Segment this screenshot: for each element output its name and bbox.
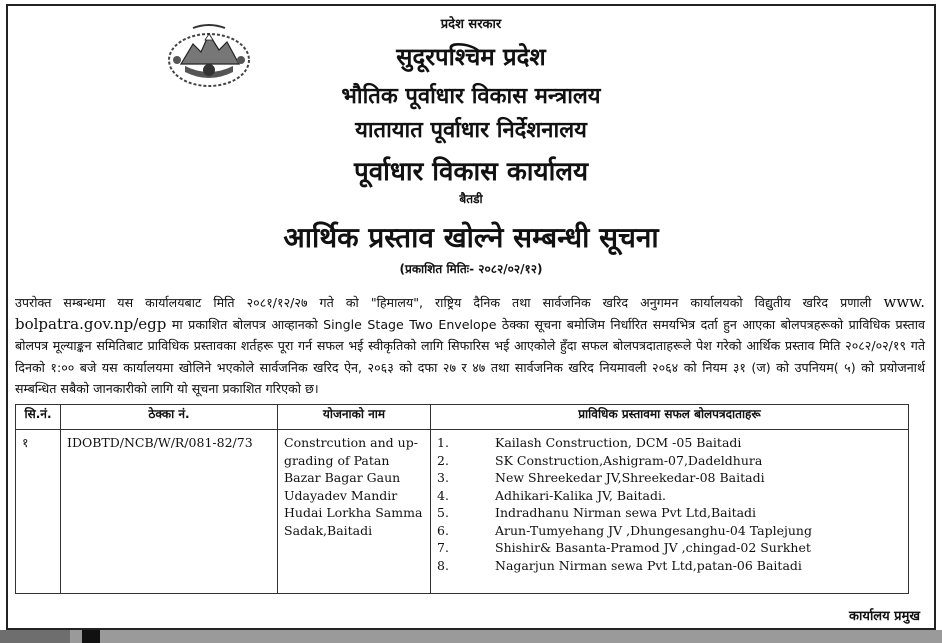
bidder-number: 4. <box>437 487 449 503</box>
bidder-name: Shishir& Basanta-Pramod JV ,chingad-02 Surkhet <box>495 540 811 555</box>
bottom-bar-block <box>82 630 100 643</box>
bidders-table <box>15 404 909 594</box>
egp-url: www. bolpatra.gov.np/egp <box>15 293 925 333</box>
cell-bidders <box>431 430 909 594</box>
header-contract-no: ठेक्का नं. <box>61 405 278 430</box>
bidder-name: Nagarjun Nirman sewa Pvt Ltd,patan-06 Baitadi <box>495 557 802 573</box>
published-date: (प्रकाशित मितिः- २०८२/०२/१२) <box>399 262 543 276</box>
list-item <box>437 539 902 557</box>
bidder-name: Indradhanu Nirman sewa Pvt Ltd,Baitadi <box>495 505 757 520</box>
cell-sn: १ <box>16 430 61 594</box>
list-item <box>437 504 902 522</box>
office-title: पूर्वाधार विकास कार्यालय <box>353 157 589 187</box>
bidder-name: SK Construction,Ashigram-07,Dadeldhura <box>495 452 763 468</box>
body-part-1: उपरोक्त सम्बन्धमा यस कार्यालयबाट मिति २०८१/१२/२७ गते को "हिमालय", राष्ट्रिय दैनिक तथा सार्वजनिक खरिद अनुगमन कार्यालयको विद्युतीय खरिद प्रणाली <box>15 295 884 310</box>
bidder-number: 1. <box>437 435 449 450</box>
cell-project-name: Constrcution and up-grading of Patan Bazar Bagar Gaun Udayadev Mandir Hudai Lorkha Samma Sadak,Baitadi <box>278 430 431 594</box>
list-item <box>437 557 902 575</box>
header-sn: सि.नं. <box>16 405 61 430</box>
list-item <box>437 452 902 470</box>
bidder-name: Arun-Tumyehang JV ,Dhungesanghu-04 Taplejung <box>495 522 812 538</box>
province-title: सुदूरपश्चिम प्रदेश <box>396 43 546 71</box>
signatory-label: कार्यालय प्रमुख <box>849 609 920 624</box>
government-label: प्रदेश सरकार <box>440 17 502 32</box>
bidder-number: 7. <box>437 540 449 555</box>
bidder-name: Adhikari-Kalika JV, Baitadi. <box>495 487 666 503</box>
list-item <box>437 434 902 452</box>
cell-contract-no: IDOBTD/NCB/W/R/081-82/73 <box>61 430 278 594</box>
body-part-2: मा प्रकाशित बोलपत्र आव्हानको Single Stage Two Envelope ठेक्का सूचना बमोजिम निर्धारित समयभित्र दर्ता हुन आएका बोलपत्रहरूको प्राविधिक प्रस्ताव बोलपत्र मूल्याङ्कन समितिबाट प्राविधिक प्रस्तावका शर्तहरू पूरा गर्न सफल भई स्वीकृतिको लागि सिफारिस भई आएकोले हुँदा सफल बोलपत्रदाताहरूले पेश गरेको आर्थिक प्रस्ताव मिति २०८२/०२/१९ गते दिनको १:०० बजे यस कार्यालयमा खोलिने भएकोले सार्वजनिक खरिद ऐन, २०६३ को दफा २७ र ४७ तथा सार्वजनिक खरिद नियमावली २०६४ को नियम ३१ (ज) को उपनियम( ५) को प्रयोजनार्थ सम्बन्धित सबैको जानकारीको लागि यो सूचना प्रकाशित गरिएको छ। <box>15 316 925 396</box>
district-label: बैतडी <box>459 192 483 206</box>
list-item <box>437 522 902 540</box>
bidder-name: Kailash Construction, DCM -05 Baitadi <box>495 435 742 450</box>
header-project-name: योजनाको नाम <box>278 405 431 430</box>
directorate-title: यातायात पूर्वाधार निर्देशनालय <box>355 118 587 143</box>
bidder-name: New Shreekedar JV,Shreekedar-08 Baitadi <box>495 470 765 485</box>
notice-body <box>15 292 925 400</box>
bidder-number: 8. <box>437 557 449 573</box>
bidder-number: 3. <box>437 470 449 485</box>
list-item <box>437 469 902 487</box>
bidder-list <box>437 434 902 574</box>
ministry-title: भौतिक पूर्वाधार विकास मन्त्रालय <box>341 84 601 109</box>
bottom-bar <box>0 630 942 643</box>
list-item <box>437 487 902 505</box>
table-header-row <box>16 405 909 430</box>
header-bidders: प्राविधिक प्रस्तावमा सफल बोलपत्रदाताहरू <box>431 405 909 430</box>
notice-title: आर्थिक प्रस्ताव खोल्ने सम्बन्धी सूचना <box>283 221 659 254</box>
table-row <box>16 430 909 594</box>
bidder-number: 5. <box>437 505 449 520</box>
bidder-number: 2. <box>437 452 449 468</box>
bidder-number: 6. <box>437 522 449 538</box>
bottom-bar-segment <box>0 630 70 643</box>
